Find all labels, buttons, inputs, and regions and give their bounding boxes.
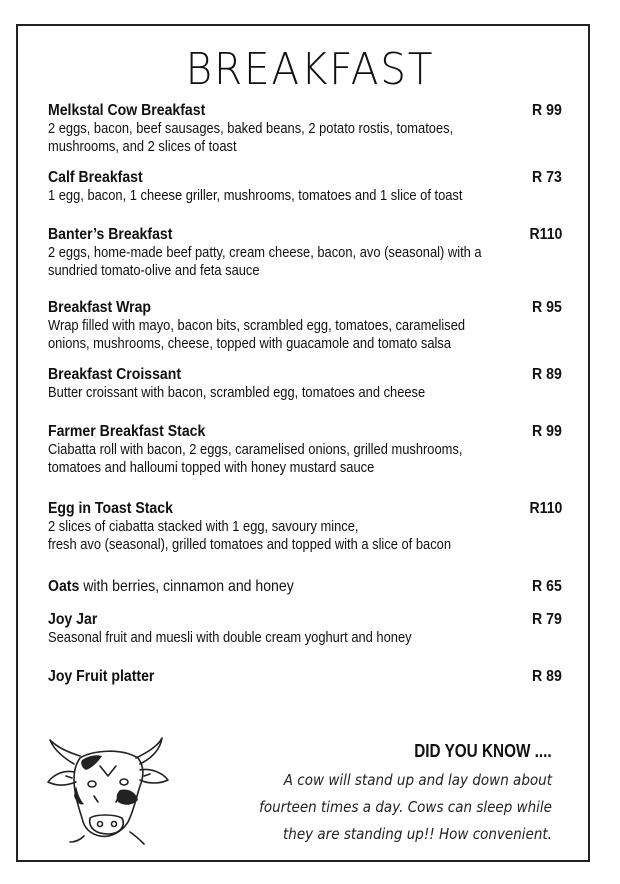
menu-item-egg-in-toast-stack: [48, 500, 568, 554]
item-desc-line: tomatoes and halloumi topped with honey mustard sauce: [48, 459, 375, 476]
item-price: R 99: [532, 423, 562, 440]
did-you-know-heading: DID YOU KNOW ....: [414, 741, 552, 761]
menu-item-farmer-breakfast-stack: [48, 423, 568, 477]
item-price: R 73: [532, 169, 562, 186]
item-name: Breakfast Wrap: [48, 299, 152, 316]
item-desc-line: Ciabatta roll with bacon, 2 eggs, caramelised onions, grilled mushrooms,: [48, 441, 463, 458]
fact-line: they are standing up!! How convenient.: [282, 825, 552, 843]
menu-item-oats: [48, 578, 568, 596]
item-desc-line: Wrap filled with mayo, bacon bits, scrambled egg, tomatoes, caramelised: [48, 317, 466, 334]
item-desc-line: 2 eggs, bacon, beef sausages, baked beans, 2 potato rostis, tomatoes,: [48, 120, 454, 137]
item-name: Breakfast Croissant: [48, 366, 182, 383]
menu-item-joy-jar: [48, 611, 568, 647]
did-you-know-text: [255, 767, 552, 848]
item-price: R110: [529, 226, 562, 243]
menu-item-breakfast-wrap: [48, 299, 568, 353]
menu-item-breakfast-croissant: [48, 366, 568, 402]
item-name: Joy Jar: [48, 611, 98, 628]
item-desc-line: mushrooms, and 2 slices of toast: [48, 138, 237, 155]
item-name-text: Oats: [48, 578, 80, 595]
item-price: R110: [529, 500, 562, 517]
item-price: R 79: [532, 611, 562, 628]
item-inline-desc: with berries, cinnamon and honey: [79, 578, 294, 595]
item-desc-line: 2 eggs, home-made beef patty, cream cheese, bacon, avo (seasonal) with a: [48, 244, 482, 261]
item-desc-line: 2 slices of ciabatta stacked with 1 egg, savoury mince,: [48, 518, 359, 535]
item-price: R 89: [532, 668, 562, 685]
menu-item-banters-breakfast: [48, 226, 568, 280]
fact-line: fourteen times a day. Cows can sleep while: [259, 798, 552, 816]
item-name: Egg in Toast Stack: [48, 500, 173, 517]
cow-head-icon: [44, 736, 174, 846]
item-desc-line: fresh avo (seasonal), grilled tomatoes and topped with a slice of bacon: [48, 536, 452, 553]
item-desc-line: Butter croissant with bacon, scrambled egg, tomatoes and cheese: [48, 384, 426, 401]
item-name: [48, 578, 294, 596]
item-name: Melkstal Cow Breakfast: [48, 102, 206, 119]
menu-item-joy-fruit-platter: [48, 668, 568, 686]
item-desc-line: Seasonal fruit and muesli with double cream yoghurt and honey: [48, 629, 412, 646]
item-price: R 99: [532, 102, 562, 119]
item-name: Farmer Breakfast Stack: [48, 423, 206, 440]
menu-item-melkstal-cow-breakfast: [48, 102, 568, 156]
item-price: R 95: [532, 299, 562, 316]
fact-line: A cow will stand up and lay down about: [283, 771, 552, 789]
menu-item-calf-breakfast: [48, 169, 568, 205]
page-title: BREAKFAST: [185, 44, 435, 95]
item-name: Banter’s Breakfast: [48, 226, 173, 243]
item-desc-line: onions, mushrooms, cheese, topped with guacamole and tomato salsa: [48, 335, 452, 352]
item-name: Joy Fruit platter: [48, 668, 155, 685]
item-desc-line: sundried tomato-olive and feta sauce: [48, 262, 260, 279]
item-desc-line: 1 egg, bacon, 1 cheese griller, mushrooms, tomatoes and 1 slice of toast: [48, 187, 463, 204]
item-price: R 89: [532, 366, 562, 383]
item-name: Calf Breakfast: [48, 169, 143, 186]
item-price: R 65: [532, 578, 562, 595]
